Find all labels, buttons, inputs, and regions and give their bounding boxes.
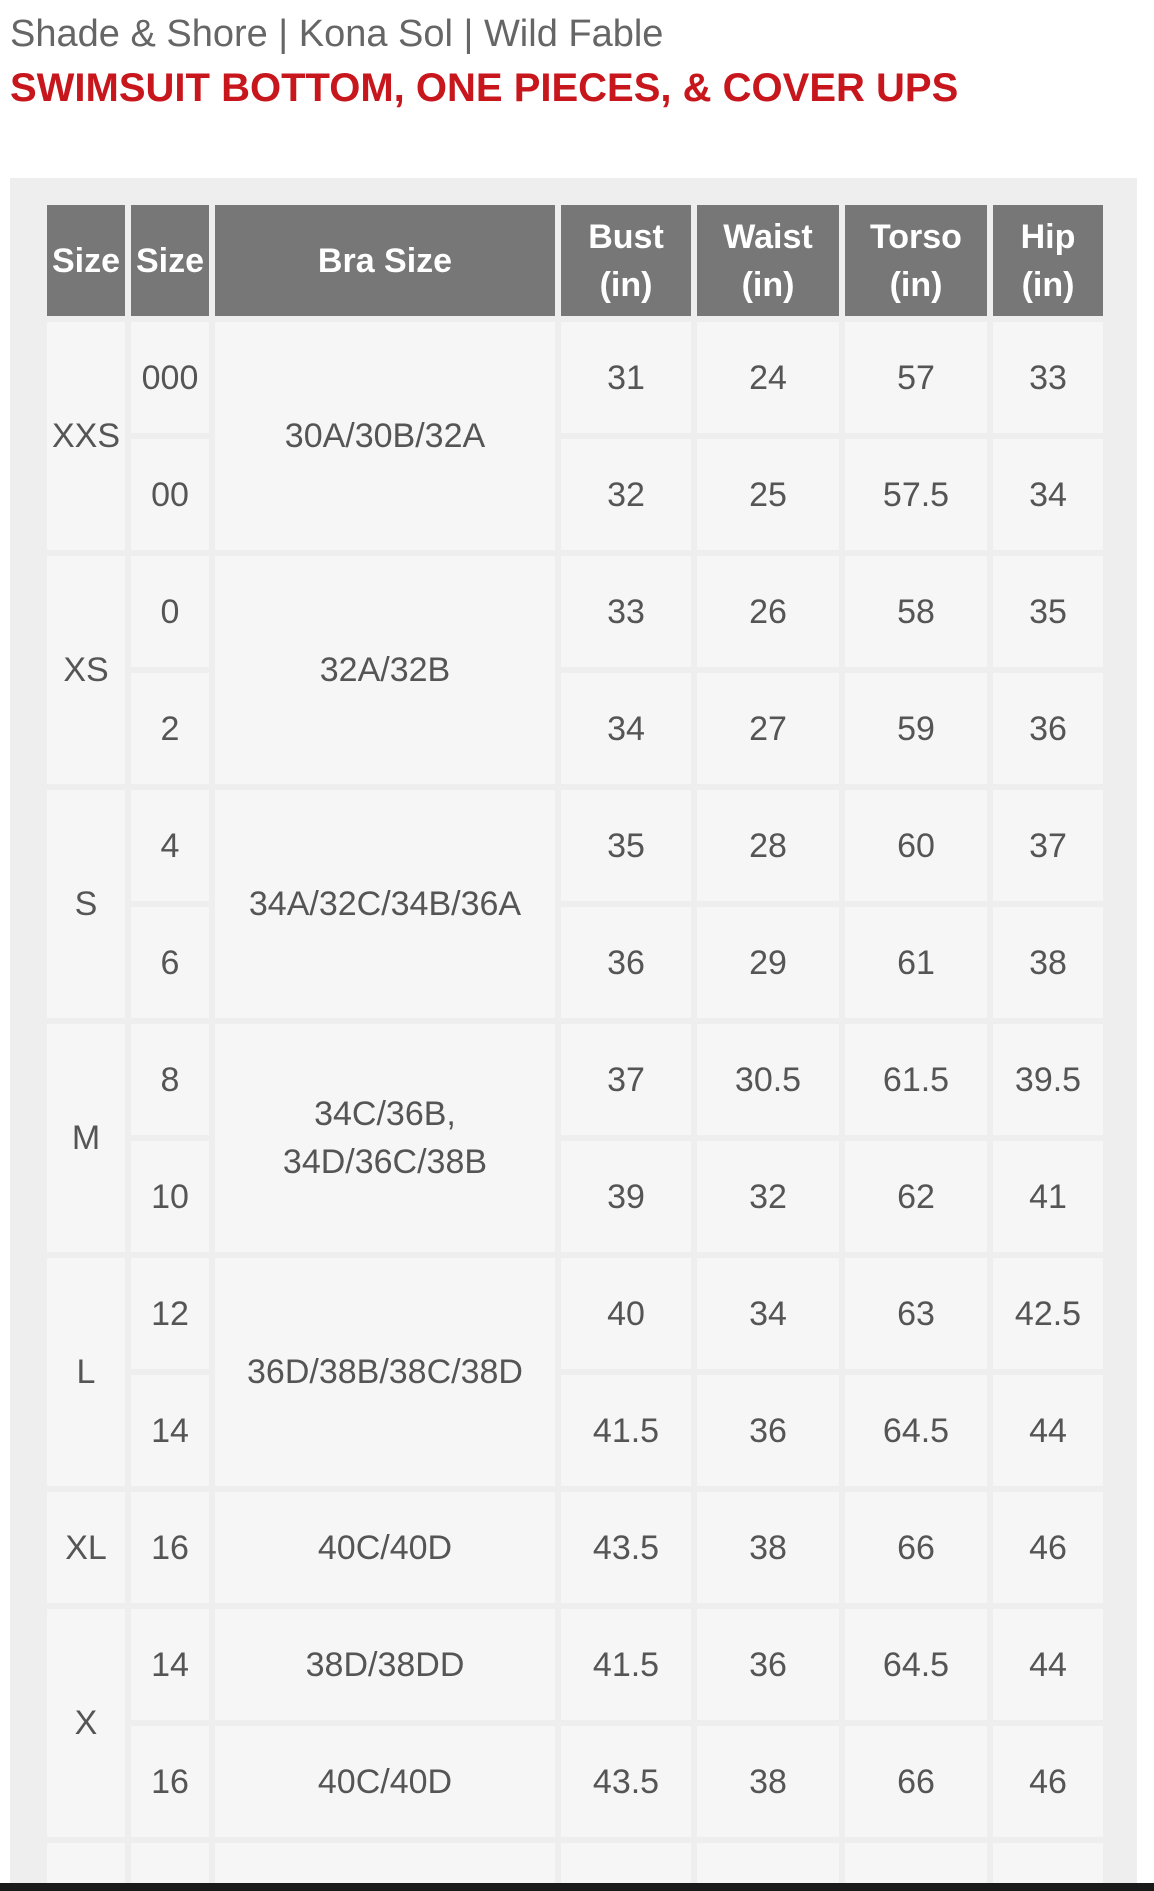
bust-cell: 32 [561, 439, 691, 550]
size-label-cell: M [47, 1024, 125, 1252]
torso-cell: 61 [845, 907, 987, 1018]
hip-cell: 39.5 [993, 1024, 1103, 1135]
table-row [47, 673, 1103, 784]
size-number-cell: 14 [131, 1609, 209, 1720]
section-heading: SWIMSUIT BOTTOM, ONE PIECES, & COVER UPS [10, 66, 959, 110]
table-row [47, 1609, 1103, 1720]
waist-cell: 34 [697, 1258, 839, 1369]
table-row [47, 322, 1103, 433]
torso-cell: 60 [845, 790, 987, 901]
waist-cell: 29 [697, 907, 839, 1018]
waist-cell: 36 [697, 1609, 839, 1720]
torso-cell: 57.5 [845, 439, 987, 550]
size-label-cell: XS [47, 556, 125, 784]
waist-cell: 26 [697, 556, 839, 667]
hip-cell: 44 [993, 1375, 1103, 1486]
torso-cell: 66 [845, 1492, 987, 1603]
waist-cell: 28 [697, 790, 839, 901]
size-number-cell: 4 [131, 790, 209, 901]
waist-cell: 38 [697, 1726, 839, 1837]
header-size-number: Size [131, 205, 209, 316]
bust-cell: 41.5 [561, 1375, 691, 1486]
size-label-cell: S [47, 790, 125, 1018]
waist-cell: 27 [697, 673, 839, 784]
size-number-cell: 0 [131, 556, 209, 667]
table-row [47, 1492, 1103, 1603]
bra-size-cell: 36D/38B/38C/38D [215, 1258, 555, 1486]
size-number-cell: 16 [131, 1726, 209, 1837]
torso-cell: 58 [845, 556, 987, 667]
bust-cell: 43.5 [561, 1726, 691, 1837]
size-number-cell: 2 [131, 673, 209, 784]
size-label-cell: XL [47, 1492, 125, 1603]
hip-cell: 46 [993, 1726, 1103, 1837]
header-size: Size [47, 205, 125, 316]
hip-cell: 41 [993, 1141, 1103, 1252]
waist-cell: 24 [697, 322, 839, 433]
bust-cell: 36 [561, 907, 691, 1018]
bra-size-cell: 30A/30B/32A [215, 322, 555, 550]
hip-cell: 46 [993, 1492, 1103, 1603]
size-number-cell: 16 [131, 1492, 209, 1603]
header-bra-size: Bra Size [215, 205, 555, 316]
bust-cell: 41.5 [561, 1609, 691, 1720]
table-row [47, 907, 1103, 1018]
table-row [47, 556, 1103, 667]
brand-names: Shade & Shore | Kona Sol | Wild Fable [10, 13, 664, 55]
bust-cell: 43.5 [561, 1492, 691, 1603]
torso-cell: 64.5 [845, 1609, 987, 1720]
hip-cell: 35 [993, 556, 1103, 667]
bra-size-cell: 34A/32C/34B/36A [215, 790, 555, 1018]
table-row [47, 1726, 1103, 1837]
size-number-cell: 10 [131, 1141, 209, 1252]
size-label-cell: XXS [47, 322, 125, 550]
table-row [47, 1375, 1103, 1486]
table-row [47, 1258, 1103, 1369]
bra-size-cell: 32A/32B [215, 556, 555, 784]
bust-cell: 33 [561, 556, 691, 667]
torso-cell: 63 [845, 1258, 987, 1369]
bust-cell: 35 [561, 790, 691, 901]
hip-cell: 34 [993, 439, 1103, 550]
size-chart-panel [10, 178, 1137, 1891]
header-hip: Hip (in) [993, 205, 1103, 316]
waist-cell: 30.5 [697, 1024, 839, 1135]
torso-cell: 61.5 [845, 1024, 987, 1135]
size-number-cell: 14 [131, 1375, 209, 1486]
torso-cell: 59 [845, 673, 987, 784]
waist-cell: 38 [697, 1492, 839, 1603]
waist-cell: 25 [697, 439, 839, 550]
size-number-cell: 000 [131, 322, 209, 433]
waist-cell: 36 [697, 1375, 839, 1486]
header-waist: Waist (in) [697, 205, 839, 316]
bra-size-cell: 38D/38DD [215, 1609, 555, 1720]
waist-cell: 32 [697, 1141, 839, 1252]
torso-cell: 64.5 [845, 1375, 987, 1486]
hip-cell: 37 [993, 790, 1103, 901]
torso-cell: 57 [845, 322, 987, 433]
torso-cell: 62 [845, 1141, 987, 1252]
header-row [47, 205, 1103, 316]
header-torso: Torso (in) [845, 205, 987, 316]
size-number-cell: 00 [131, 439, 209, 550]
table-row [47, 1024, 1103, 1135]
bust-cell: 31 [561, 322, 691, 433]
hip-cell: 44 [993, 1609, 1103, 1720]
size-number-cell: 8 [131, 1024, 209, 1135]
bottom-edge-bar [0, 1883, 1154, 1891]
bust-cell: 39 [561, 1141, 691, 1252]
size-label-cell: X [47, 1609, 125, 1837]
size-number-cell: 12 [131, 1258, 209, 1369]
size-chart-table [41, 199, 1109, 1891]
bra-size-cell: 40C/40D [215, 1726, 555, 1837]
hip-cell: 36 [993, 673, 1103, 784]
size-number-cell: 6 [131, 907, 209, 1018]
size-label-cell: L [47, 1258, 125, 1486]
torso-cell: 66 [845, 1726, 987, 1837]
table-row [47, 439, 1103, 550]
bust-cell: 40 [561, 1258, 691, 1369]
table-row [47, 1141, 1103, 1252]
hip-cell: 38 [993, 907, 1103, 1018]
bra-size-cell: 34C/36B, 34D/36C/38B [215, 1024, 555, 1252]
bust-cell: 34 [561, 673, 691, 784]
header-bust: Bust (in) [561, 205, 691, 316]
bust-cell: 37 [561, 1024, 691, 1135]
bra-size-cell: 40C/40D [215, 1492, 555, 1603]
table-row [47, 790, 1103, 901]
hip-cell: 33 [993, 322, 1103, 433]
hip-cell: 42.5 [993, 1258, 1103, 1369]
